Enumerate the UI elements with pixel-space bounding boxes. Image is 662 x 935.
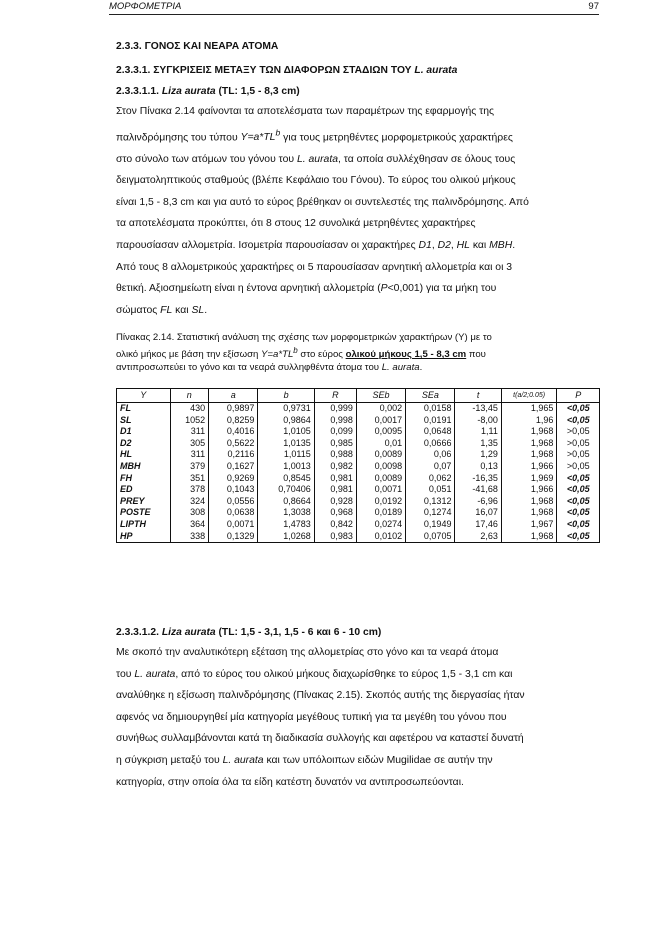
table-cell: 0,981 <box>314 473 356 485</box>
section-heading-2-3-3-1-2: 2.3.3.1.2. Liza aurata (TL: 1,5 - 3,1, 1,5 - 6 και 6 - 10 cm) <box>116 627 382 638</box>
variable-cell: FH <box>117 473 171 485</box>
column-header: n <box>170 389 209 403</box>
table-cell: 0,062 <box>406 473 455 485</box>
column-header: Y <box>117 389 171 403</box>
table-row <box>117 449 600 461</box>
table-cell: 0,0017 <box>356 415 405 427</box>
text-line: Στον Πίνακα 2.14 φαίνονται τα αποτελέσματα των παραμέτρων της εφαρμογής της <box>116 106 495 117</box>
column-header: R <box>314 389 356 403</box>
table-cell: 1,968 <box>501 496 557 508</box>
table-cell: 0,1274 <box>406 507 455 519</box>
table-cell: 1,0115 <box>258 449 314 461</box>
table-cell: 0,968 <box>314 507 356 519</box>
species-name: L. aurata <box>222 754 264 766</box>
table-cell: 0,0158 <box>406 403 455 415</box>
table-row <box>117 473 600 485</box>
table-cell: 2,63 <box>455 531 501 543</box>
table-cell: 351 <box>170 473 209 485</box>
table-cell: 0,2116 <box>209 449 258 461</box>
text-line: συνήθως συλλαμβάνονται κατά τη διαδικασία συλλογής και αφετέρου να καταστεί δυνατή <box>116 733 524 745</box>
p-value-cell: <0,05 <box>557 473 600 485</box>
table-cell: 0,928 <box>314 496 356 508</box>
table-cell: 1,968 <box>501 438 557 450</box>
table-cell: 0,981 <box>314 484 356 496</box>
table-cell: 0,0089 <box>356 473 405 485</box>
table-cell: -13,45 <box>455 403 501 415</box>
text-line: του L. aurata, από το εύρος του ολικού μήκους διαχωρίσθηκε το εύρος 1,5 - 3,1 cm και <box>116 668 513 680</box>
column-header: P <box>557 389 600 403</box>
table-cell: 378 <box>170 484 209 496</box>
table-cell: 305 <box>170 438 209 450</box>
table-cell: 0,06 <box>406 449 455 461</box>
variable-cell: FL <box>117 403 171 415</box>
table-row <box>117 415 600 427</box>
table-row <box>117 426 600 438</box>
table-cell: 1,966 <box>501 461 557 473</box>
table-cell: 308 <box>170 507 209 519</box>
species-name: L. aurata <box>296 153 338 165</box>
text-line: παρουσίασαν αλλομετρία. Ισομετρία παρουσίασαν οι χαρακτήρες D1, D2, HL και MBH. <box>116 240 516 252</box>
species-name: L. aurata <box>134 668 176 680</box>
column-header: t(a/2;0.05) <box>501 389 557 403</box>
underlined-range: ολικού μήκους 1,5 - 8,3 cm <box>345 349 467 361</box>
species-name: L. aurata <box>414 65 458 76</box>
formula: $Y=a*TL^b$ <box>240 127 281 144</box>
table-cell: 1,29 <box>455 449 501 461</box>
table-cell: 0,1312 <box>406 496 455 508</box>
table-cell: 0,0189 <box>356 507 405 519</box>
text-line: στο σύνολο των ατόμων του γόνου του L. aurata, τα οποία συλλέχθησαν σε όλους τους <box>116 153 516 165</box>
table-cell: 0,1043 <box>209 484 258 496</box>
variable-cell: LIPTH <box>117 519 171 531</box>
text-line: Από τους 8 αλλομετρικούς χαρακτήρες οι 5 παρουσίασαν αρνητική αλλομετρία και οι 3 <box>116 261 513 273</box>
table-cell: 0,9864 <box>258 415 314 427</box>
p-value-cell: <0,05 <box>557 519 600 531</box>
table-cell: 0,0102 <box>356 531 405 543</box>
table-cell: 0,999 <box>314 403 356 415</box>
table-cell: 0,0666 <box>406 438 455 450</box>
table-cell: 1,11 <box>455 426 501 438</box>
p-value-cell: <0,05 <box>557 507 600 519</box>
variable-cell: D1 <box>117 426 171 438</box>
table-cell: 1,96 <box>501 415 557 427</box>
table-cell: 1,968 <box>501 507 557 519</box>
text-line: αφενός να δημιουργηθεί μία κατηγορία μεγέθους τυπική για τα μεγέθη του γόνου που <box>116 711 507 723</box>
table-cell: -6,96 <box>455 496 501 508</box>
table-cell: 1,968 <box>501 426 557 438</box>
p-value-cell: <0,05 <box>557 484 600 496</box>
page-number: 97 <box>588 1 599 12</box>
column-header: t <box>455 389 501 403</box>
p-value-cell: >0,05 <box>557 438 600 450</box>
text-line: τα αποτελέσματα προκύπτει, ότι 8 στους 12 συνολικά μετρηθέντες χαρακτήρες <box>116 218 476 230</box>
table-cell: 1,967 <box>501 519 557 531</box>
caption-line: ολικό μήκος με βάση την εξίσωση $Y=a*TL^b$ στο εύρος ολικού μήκους 1,5 - 8,3 cm που <box>116 346 486 361</box>
table-cell: 1,966 <box>501 484 557 496</box>
table-cell: 1,35 <box>455 438 501 450</box>
table-cell: 1,965 <box>501 403 557 415</box>
p-value-cell: >0,05 <box>557 461 600 473</box>
table-cell: 0,998 <box>314 415 356 427</box>
table-cell: 1052 <box>170 415 209 427</box>
column-header: SEb <box>356 389 405 403</box>
variable-cell: D2 <box>117 438 171 450</box>
table-cell: 0,9731 <box>258 403 314 415</box>
table-cell: 16,07 <box>455 507 501 519</box>
column-header: b <box>258 389 314 403</box>
table-cell: 0,0705 <box>406 531 455 543</box>
table-row <box>117 496 600 508</box>
table-row <box>117 484 600 496</box>
section-heading-2-3-3-1-1: 2.3.3.1.1. Liza aurata (TL: 1,5 - 8,3 cm) <box>116 86 300 97</box>
table-cell: 0,988 <box>314 449 356 461</box>
table-cell: 0,002 <box>356 403 405 415</box>
table-row <box>117 519 600 531</box>
table-cell: 0,0192 <box>356 496 405 508</box>
table-cell: 0,4016 <box>209 426 258 438</box>
table-cell: 379 <box>170 461 209 473</box>
table-caption <box>116 331 600 374</box>
text-line: παλινδρόμησης του τύπου $Y=a*TL^b$ για τους μετρηθέντες μορφομετρικούς χαρακτήρες <box>116 127 513 144</box>
table-cell: 0,0095 <box>356 426 405 438</box>
table-cell: 0,70406 <box>258 484 314 496</box>
table-row <box>117 461 600 473</box>
table-cell: 0,8545 <box>258 473 314 485</box>
p-value-cell: >0,05 <box>557 449 600 461</box>
table-cell: -16,35 <box>455 473 501 485</box>
variable-cell: MBH <box>117 461 171 473</box>
text-line: κατηγορία, στην οποία όλα τα είδη κατέστη δυνατόν να αντιπροσωπεύονται. <box>116 776 464 788</box>
text-line: δειγματοληπτικούς σταθμούς (βλέπε Κεφάλαιο του Γόνου). Το εύρος του ολικού μήκους <box>116 175 516 187</box>
table-cell: 0,0556 <box>209 496 258 508</box>
section-heading-2-3-3-1: 2.3.3.1. ΣΥΓΚΡΙΣΕΙΣ ΜΕΤΑΞΥ ΤΩΝ ΔΙΑΦΟΡΩΝ ΣΤΑΔΙΩΝ ΤΟΥ L. aurata <box>116 65 458 76</box>
table-cell: 0,13 <box>455 461 501 473</box>
p-value-cell: >0,05 <box>557 426 600 438</box>
species-name: L. aurata <box>381 362 420 374</box>
body-paragraph-2 <box>116 642 600 793</box>
table-cell: 0,0638 <box>209 507 258 519</box>
table-cell: 0,099 <box>314 426 356 438</box>
variable-cell: PREY <box>117 496 171 508</box>
table-cell: 1,0105 <box>258 426 314 438</box>
table-cell: 0,842 <box>314 519 356 531</box>
table-cell: 0,01 <box>356 438 405 450</box>
table-cell: 1,968 <box>501 449 557 461</box>
table-cell: 0,0274 <box>356 519 405 531</box>
table-cell: 0,051 <box>406 484 455 496</box>
running-header <box>109 0 599 15</box>
table-row <box>117 507 600 519</box>
table-cell: 1,0135 <box>258 438 314 450</box>
caption-line: αντιπροσωπεύει το γόνο και τα νεαρά συλληφθέντα άτομα του L. aurata. <box>116 362 423 374</box>
table-cell: 1,0013 <box>258 461 314 473</box>
table-cell: 0,07 <box>406 461 455 473</box>
variable-cell: ED <box>117 484 171 496</box>
p-value-cell: <0,05 <box>557 403 600 415</box>
table-cell: -41,68 <box>455 484 501 496</box>
variable-cell: POSTE <box>117 507 171 519</box>
table-cell: 0,0071 <box>209 519 258 531</box>
text-line: σώματος FL και SL. <box>116 304 208 316</box>
table-cell: -8,00 <box>455 415 501 427</box>
text-line: Με σκοπό την αναλυτικότερη εξέταση της αλλομετρίας στο γόνο και τα νεαρά άτομα <box>116 647 499 658</box>
table-cell: 0,0098 <box>356 461 405 473</box>
variable-cell: SL <box>117 415 171 427</box>
section-heading-2-3-3: 2.3.3. ΓΟΝΟΣ ΚΑΙ ΝΕΑΡΑ ΑΤΟΜΑ <box>116 41 279 52</box>
table-row <box>117 403 600 415</box>
table-cell: 0,1949 <box>406 519 455 531</box>
species-name: Liza aurata <box>161 627 216 638</box>
p-value-cell: <0,05 <box>557 531 600 543</box>
p-value-cell: <0,05 <box>557 496 600 508</box>
table-body <box>117 403 600 543</box>
table-cell: 0,983 <box>314 531 356 543</box>
table-cell: 0,0071 <box>356 484 405 496</box>
column-header: SEa <box>406 389 455 403</box>
table-row <box>117 438 600 450</box>
table-cell: 1,0268 <box>258 531 314 543</box>
table-cell: 0,985 <box>314 438 356 450</box>
table-cell: 0,8664 <box>258 496 314 508</box>
table-cell: 338 <box>170 531 209 543</box>
column-header: a <box>209 389 258 403</box>
table-cell: 311 <box>170 449 209 461</box>
table-cell: 324 <box>170 496 209 508</box>
table-cell: 1,968 <box>501 531 557 543</box>
table-row <box>117 531 600 543</box>
table-cell: 0,8259 <box>209 415 258 427</box>
table-header-row <box>117 389 600 403</box>
regression-table <box>116 388 600 543</box>
table-cell: 0,0191 <box>406 415 455 427</box>
body-paragraph-1 <box>116 101 600 321</box>
table-cell: 0,0648 <box>406 426 455 438</box>
formula: $Y=a*TL^b$ <box>261 346 298 361</box>
table-cell: 1,3038 <box>258 507 314 519</box>
variable-cell: HP <box>117 531 171 543</box>
table-cell: 0,1627 <box>209 461 258 473</box>
variable-cell: HL <box>117 449 171 461</box>
table-cell: 1,969 <box>501 473 557 485</box>
species-name: Liza aurata <box>161 86 216 97</box>
p-value-cell: <0,05 <box>557 415 600 427</box>
table-cell: 0,5622 <box>209 438 258 450</box>
table-cell: 0,0089 <box>356 449 405 461</box>
table-cell: 0,9897 <box>209 403 258 415</box>
table-cell: 430 <box>170 403 209 415</box>
text-line: η σύγκριση μεταξύ του L. aurata και των υπόλοιπων ειδών Mugilidae σε αυτήν την <box>116 754 493 766</box>
running-header-title: ΜΟΡΦΟΜΕΤΡΙΑ <box>109 1 182 12</box>
text-line: αναλύθηκε η εξίσωση παλινδρόμησης (Πίνακας 2.15). Σκοπός αυτής της διεργασίας ήταν <box>116 690 525 702</box>
text-line: θετική. Αξιοσημείωτη είναι η έντονα αρνητική αλλομετρία (P<0,001) για τα μήκη του <box>116 283 497 295</box>
text-line: είναι 1,5 - 8,3 cm και για αυτό το εύρος βρέθηκαν οι συντελεστές της παλινδρόμησης. Από <box>116 196 529 208</box>
caption-line: Πίνακας 2.14. Στατιστική ανάλυση της σχέσης των μορφομετρικών χαρακτήρων (Y) με το <box>116 332 492 343</box>
table-cell: 0,982 <box>314 461 356 473</box>
table-cell: 311 <box>170 426 209 438</box>
table-cell: 0,1329 <box>209 531 258 543</box>
table-cell: 17,46 <box>455 519 501 531</box>
table-cell: 0,9269 <box>209 473 258 485</box>
table-cell: 1,4783 <box>258 519 314 531</box>
table-cell: 364 <box>170 519 209 531</box>
